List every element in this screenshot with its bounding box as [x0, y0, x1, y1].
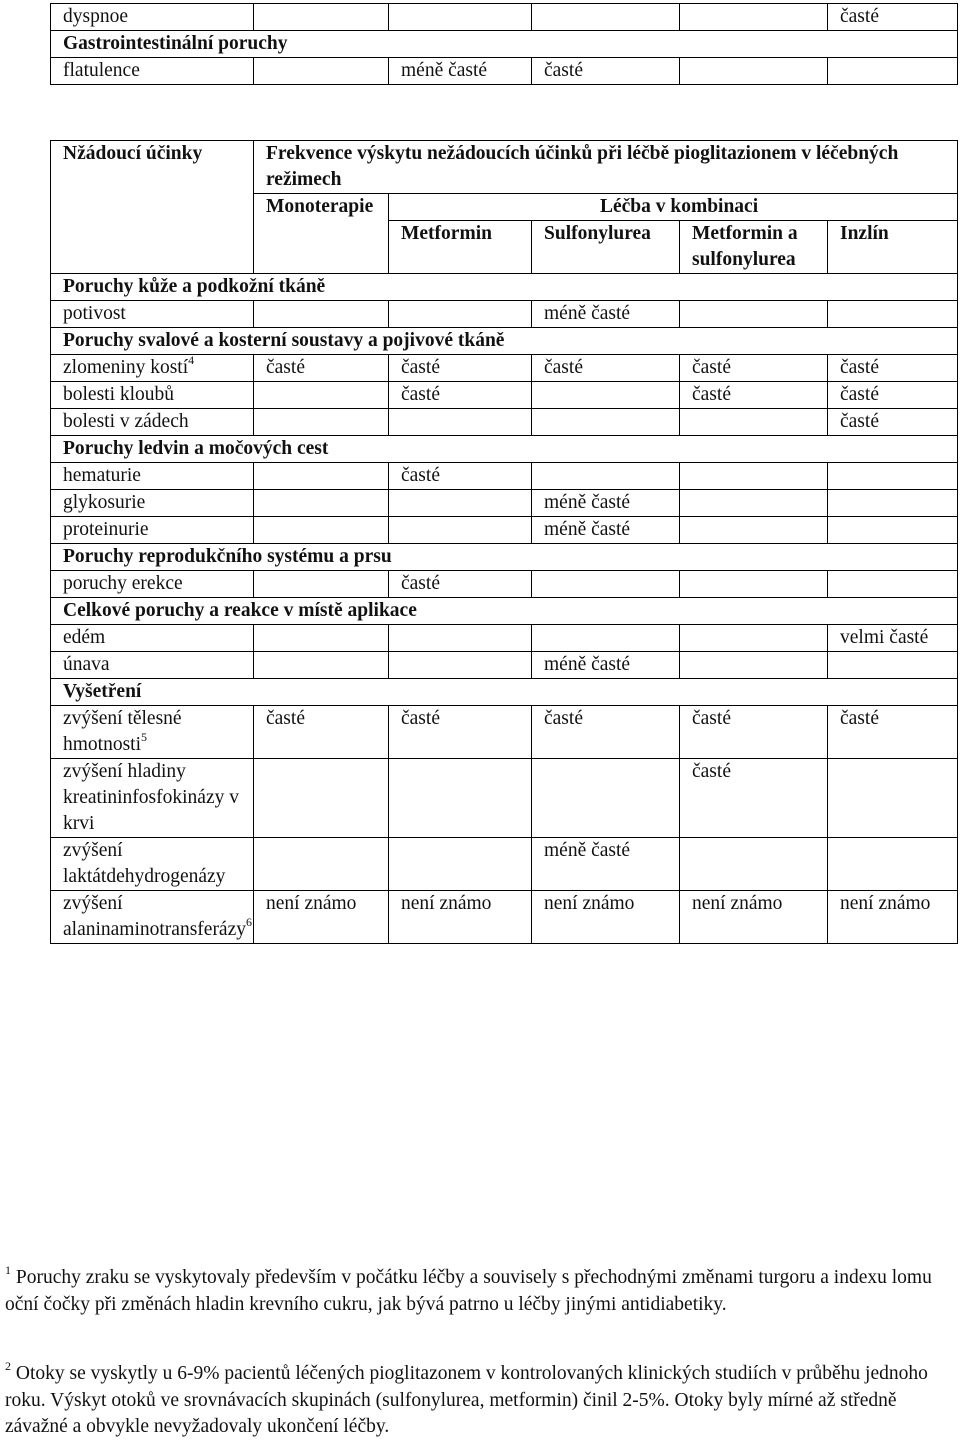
frequency-cell: [254, 409, 389, 436]
frequency-cell: časté: [389, 571, 532, 598]
frequency-cell: [680, 625, 828, 652]
table-row: [51, 274, 958, 301]
row-label: [51, 4, 254, 31]
row-label: [51, 409, 254, 436]
frequency-cell: časté: [828, 355, 958, 382]
frequency-cell: [680, 463, 828, 490]
top-adverse-table: [50, 3, 958, 85]
table-row: [51, 571, 958, 598]
frequency-cell: [389, 409, 532, 436]
frequency-cell: [828, 463, 958, 490]
row-label-text: glykosurie: [63, 492, 146, 513]
frequency-cell: [389, 838, 532, 891]
section-heading: [51, 598, 958, 625]
frequency-cell: [680, 490, 828, 517]
frequency-cell: [254, 517, 389, 544]
header-adverse-effects: Nžádoucí účinky: [51, 141, 254, 274]
header-combination: Léčba v kombinaci: [389, 194, 958, 221]
frequency-cell: časté: [828, 4, 958, 31]
table-row: [51, 598, 958, 625]
row-label: [51, 891, 254, 944]
frequency-cell: [389, 490, 532, 517]
frequency-cell: časté: [680, 759, 828, 838]
row-label-text: edém: [63, 627, 106, 648]
row-label: [51, 625, 254, 652]
row-label: [51, 352, 254, 382]
frequency-cell: není známo: [254, 891, 389, 944]
footnote-text: Poruchy zraku se vyskytovaly především v počátku léčby a souvisely s přechodnými změnami turgoru a indexu lomu oční čočky při změnách hladin krevního cukru, jak bývá patrno u léčby jinými antidiabetiky.: [5, 1267, 932, 1315]
row-label: [51, 58, 254, 85]
frequency-cell: časté: [254, 355, 389, 382]
section-heading: [51, 328, 958, 355]
frequency-cell: [828, 490, 958, 517]
adverse-effects-table: [50, 140, 958, 944]
frequency-cell: [254, 301, 389, 328]
header-insulin: Inzlín: [828, 221, 958, 274]
frequency-cell: [254, 4, 389, 31]
section-heading: [51, 679, 958, 706]
frequency-cell: [532, 382, 680, 409]
frequency-cell: [254, 838, 389, 891]
frequency-cell: méně časté: [532, 838, 680, 891]
footnote-2: [5, 1358, 950, 1441]
frequency-cell: [254, 463, 389, 490]
table-row: [51, 31, 958, 58]
row-label-text: Gastrointestinální poruchy: [63, 33, 288, 54]
row-label: [51, 463, 254, 490]
row-label-text: Poruchy ledvin a močových cest: [63, 438, 329, 459]
table-row: [51, 490, 958, 517]
frequency-cell: [680, 571, 828, 598]
frequency-cell: [680, 58, 828, 85]
row-label-text: dyspnoe: [63, 6, 128, 27]
table-row: [51, 436, 958, 463]
row-label: [51, 838, 254, 891]
row-label: [51, 301, 254, 328]
frequency-cell: méně časté: [532, 652, 680, 679]
table-row: [51, 58, 958, 85]
frequency-cell: [389, 759, 532, 838]
frequency-cell: [680, 4, 828, 31]
row-label-text: Poruchy kůže a podkožní tkáně: [63, 276, 326, 297]
row-label-text: Poruchy svalové a kosterní soustavy a pojivové tkáně: [63, 330, 505, 351]
header-frequency-title: Frekvence výskytu nežádoucích účinků při léčbě pioglitazionem v léčebných režimech: [254, 141, 958, 194]
row-label-text: bolesti kloubů: [63, 384, 175, 405]
section-heading: [51, 544, 958, 571]
frequency-cell: časté: [254, 706, 389, 759]
frequency-cell: [828, 301, 958, 328]
row-label: [51, 382, 254, 409]
frequency-cell: časté: [828, 409, 958, 436]
frequency-cell: časté: [532, 355, 680, 382]
section-heading: [51, 31, 958, 58]
table-row: [51, 625, 958, 652]
frequency-cell: [532, 571, 680, 598]
frequency-cell: [254, 759, 389, 838]
frequency-cell: [532, 625, 680, 652]
frequency-cell: [389, 625, 532, 652]
table-row: [51, 355, 958, 382]
row-label: [51, 517, 254, 544]
frequency-cell: časté: [389, 463, 532, 490]
row-label-text: proteinurie: [63, 519, 149, 540]
row-label: [51, 490, 254, 517]
frequency-cell: [828, 759, 958, 838]
footnote-ref: 6: [246, 914, 252, 929]
row-label-text: Vyšetření: [63, 681, 142, 702]
row-label-text: zvýšení tělesné hmotnosti: [63, 708, 182, 755]
table-row: [51, 382, 958, 409]
frequency-cell: [254, 382, 389, 409]
table-row: [51, 652, 958, 679]
table-row: [51, 463, 958, 490]
row-label-text: únava: [63, 654, 110, 675]
frequency-cell: [389, 4, 532, 31]
table-row: [51, 759, 958, 838]
row-label: [51, 706, 254, 759]
frequency-cell: [254, 490, 389, 517]
row-label: [51, 571, 254, 598]
row-label-text: poruchy erekce: [63, 573, 183, 594]
table-row: [51, 4, 958, 31]
frequency-cell: [254, 652, 389, 679]
row-label-text: zlomeniny kostí: [63, 357, 189, 378]
header-sulfonylurea: Sulfonylurea: [532, 221, 680, 274]
section-heading: [51, 436, 958, 463]
frequency-cell: [532, 409, 680, 436]
row-label-text: Celkové poruchy a reakce v místě aplikace: [63, 600, 417, 621]
footnote-number: 2: [5, 1358, 11, 1373]
top-table-body: [51, 4, 958, 85]
frequency-cell: není známo: [532, 891, 680, 944]
frequency-cell: časté: [389, 382, 532, 409]
table-row: [51, 409, 958, 436]
footnote-number: 1: [5, 1262, 11, 1277]
header-monotherapy: Monoterapie: [254, 194, 389, 274]
table-row: [51, 544, 958, 571]
frequency-cell: časté: [828, 382, 958, 409]
frequency-cell: [532, 4, 680, 31]
header-metformin: Metformin: [389, 221, 532, 274]
frequency-cell: časté: [828, 706, 958, 759]
row-label: [51, 652, 254, 679]
frequency-cell: méně časté: [532, 301, 680, 328]
table-row: [51, 706, 958, 759]
footnote-ref: 4: [188, 352, 195, 367]
frequency-cell: velmi časté: [828, 625, 958, 652]
frequency-cell: není známo: [389, 891, 532, 944]
frequency-cell: [532, 759, 680, 838]
frequency-cell: [828, 58, 958, 85]
row-label-text: zvýšení hladiny kreatininfosfokinázy v krvi: [63, 761, 239, 834]
frequency-cell: méně časté: [532, 490, 680, 517]
frequency-cell: [389, 652, 532, 679]
frequency-cell: méně časté: [389, 58, 532, 85]
frequency-cell: [828, 571, 958, 598]
frequency-cell: časté: [389, 706, 532, 759]
frequency-cell: není známo: [828, 891, 958, 944]
frequency-cell: [680, 409, 828, 436]
frequency-cell: [254, 571, 389, 598]
frequency-cell: časté: [389, 355, 532, 382]
frequency-cell: časté: [532, 706, 680, 759]
frequency-cell: časté: [680, 355, 828, 382]
row-label-text: bolesti v zádech: [63, 411, 189, 432]
frequency-cell: [828, 838, 958, 891]
frequency-cell: [680, 517, 828, 544]
row-label-text: Poruchy reprodukčního systému a prsu: [63, 546, 392, 567]
row-label-text: hematurie: [63, 465, 141, 486]
frequency-cell: [254, 625, 389, 652]
footnote-1: [5, 1262, 950, 1318]
frequency-cell: [828, 517, 958, 544]
frequency-cell: [254, 58, 389, 85]
footnote-ref: 5: [141, 729, 148, 744]
frequency-cell: [532, 463, 680, 490]
table-row: [51, 517, 958, 544]
table-row: [51, 679, 958, 706]
frequency-cell: [680, 652, 828, 679]
row-label-text: flatulence: [63, 60, 140, 81]
frequency-cell: [680, 301, 828, 328]
frequency-cell: [389, 517, 532, 544]
frequency-cell: časté: [680, 382, 828, 409]
table-row: [51, 328, 958, 355]
table-row: [51, 301, 958, 328]
frequency-cell: [389, 301, 532, 328]
main-table-body: [51, 141, 958, 944]
frequency-cell: není známo: [680, 891, 828, 944]
header-metformin-sulfonylurea: Metformin a sulfonylurea: [680, 221, 828, 274]
frequency-cell: [680, 838, 828, 891]
table-row: [51, 891, 958, 944]
frequency-cell: méně časté: [532, 517, 680, 544]
table-row: [51, 838, 958, 891]
row-label-text: zvýšení laktátdehydrogenázy: [63, 840, 226, 887]
header-row-title: [51, 141, 958, 194]
footnote-text: Otoky se vyskytly u 6-9% pacientů léčených pioglitazonem v kontrolovaných klinických studiích v průběhu jednoho roku. Výskyt otoků ve srovnávacích skupinách (sulfonylurea, metformin) činil 2-5%. Otoky byly mírné až středně závažné a obvykle nevyžadovaly ukončení léčby.: [5, 1363, 928, 1437]
section-heading: [51, 274, 958, 301]
row-label-text: potivost: [63, 303, 126, 324]
row-label: [51, 759, 254, 838]
frequency-cell: časté: [680, 706, 828, 759]
frequency-cell: [828, 652, 958, 679]
row-label-text: zvýšení alaninaminotransferázy: [63, 893, 246, 940]
frequency-cell: časté: [532, 58, 680, 85]
